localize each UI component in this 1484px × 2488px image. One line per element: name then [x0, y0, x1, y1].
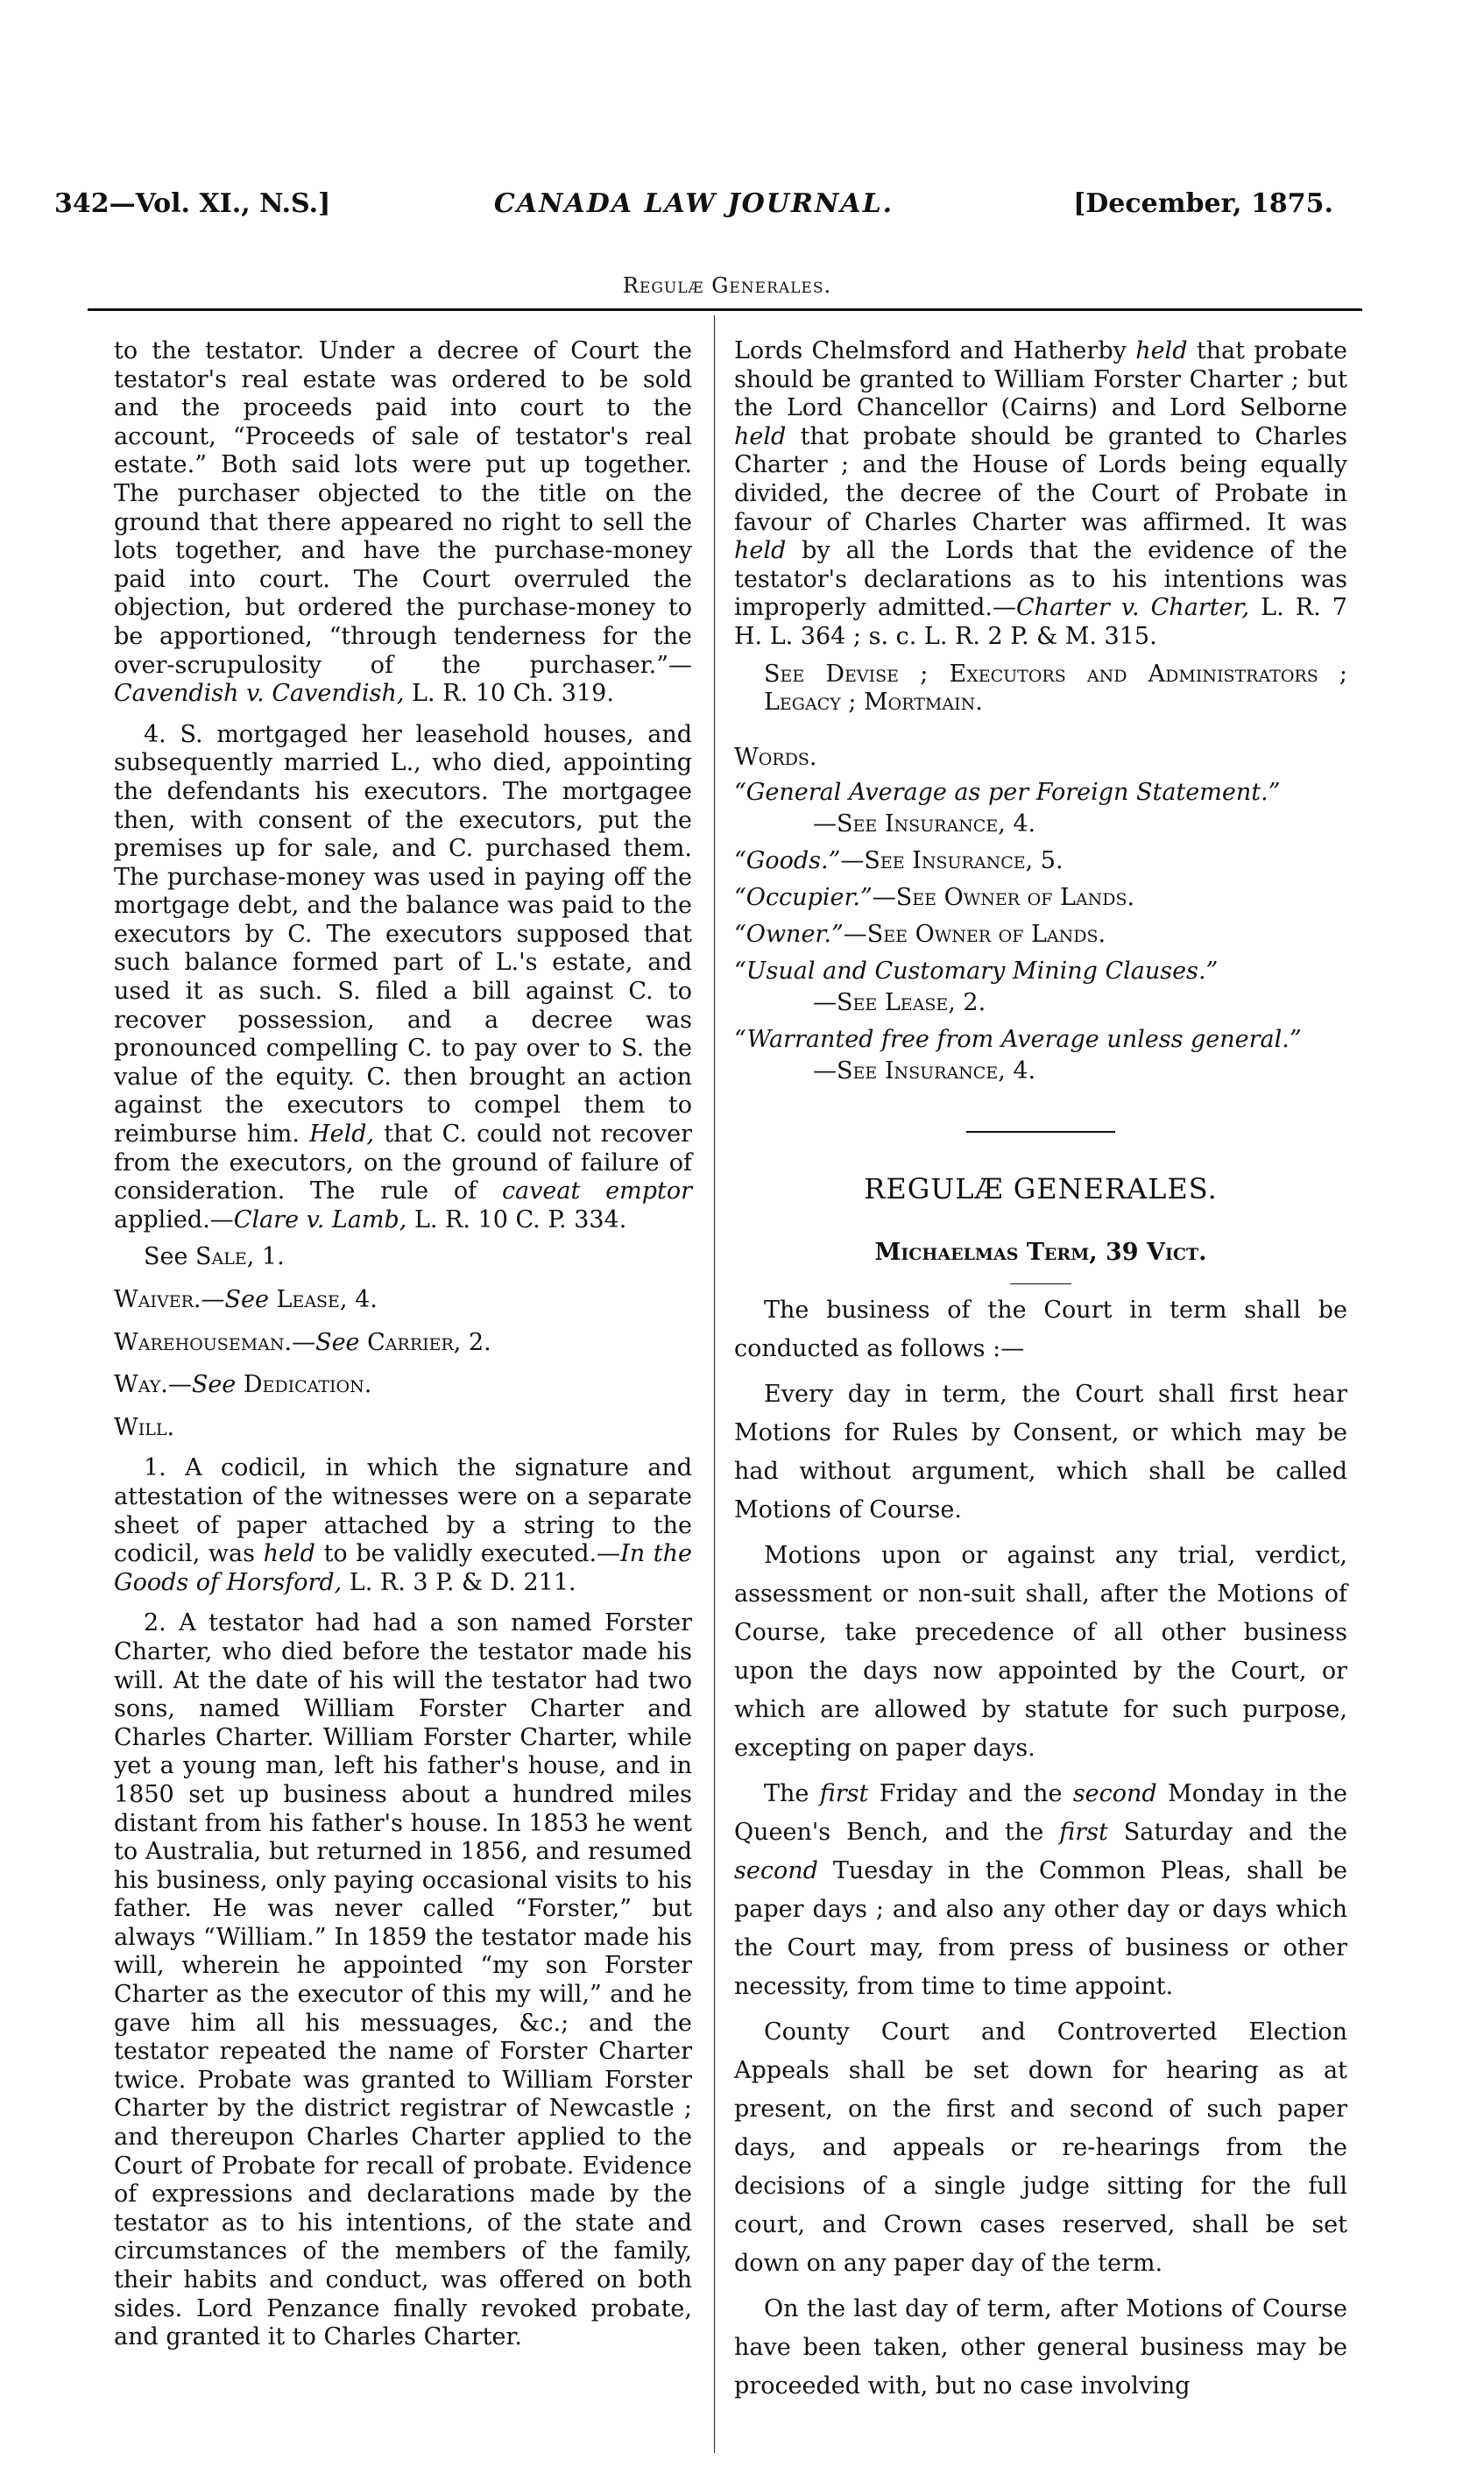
- rule-paragraph: County Court and Controverted Election Appeals shall be set down for hearing as at present, on the first and second of such paper days, and appeals or re-hearings from the decisions of a single judge sitting for the full court, and Crown cases reserved, shall be set down on any paper day of the term.: [734, 2018, 1347, 2277]
- rule-paragraph: The first Friday and the second Monday in the Queen's Bench, and the first Saturday and the second Tuesday in the Common Pleas, shall be paper days ; and also any other day or days which the Court may, from press of business or other necessity, from time to time appoint.: [734, 1779, 1348, 2000]
- case-name: In the Goods of Horsford,: [114, 1540, 692, 1596]
- regulae-title: REGULÆ GENERALES.: [864, 1172, 1218, 1206]
- term-heading: Michaelmas Term, 39 Vict.: [874, 1238, 1207, 1266]
- case-name: Charter v. Charter,: [1016, 594, 1250, 622]
- word-item: “Goods.”—See Insurance, 5.: [734, 847, 1064, 875]
- rule-paragraph: Every day in term, the Court shall first hear Motions for Rules by Consent, or which may be had without argument, which shall be called Motions of Course.: [734, 1380, 1347, 1523]
- case-name: Cavendish v. Cavendish,: [114, 680, 405, 708]
- page-volume: 342—Vol. XI., N.S.]: [54, 188, 331, 219]
- case-name: Clare v. Lamb,: [233, 1205, 407, 1233]
- rule-paragraph: The business of the Court in term shall be conducted as follows :—: [734, 1296, 1347, 1362]
- word-item: “Owner.”—See Owner of Lands.: [734, 921, 1106, 949]
- cross-reference: See Devise ; Executors and Administrators ; Legacy ; Mortmain.: [764, 660, 1347, 717]
- issue-date: [December, 1875.: [1073, 188, 1333, 219]
- will-paragraph-1: 1. A codicil, in which the signature and attestation of the witnesses were on a separate sheet of paper attached by a string to the codicil, was held to be validly executed.—In the Goods of Horsford, L. R. 3 P. & D. 211.: [114, 1454, 692, 1596]
- entry-waiver: Waiver.—See Lease, 4.: [114, 1286, 378, 1313]
- cross-reference: See Sale, 1.: [144, 1243, 285, 1271]
- rule-paragraph: Motions upon or against any trial, verdict, assessment or non-suit shall, after the Motions of Course, take precedence of all other business upon the days now appointed by the Court, or which are allowed by statute for such purpose, excepting on paper days.: [734, 1541, 1347, 1762]
- will-paragraph-2: 2. A testator had had a son named Forster Charter, who died before the testator made his will. At the date of his will the testator had two sons, named William Forster Charter and Charles Charter. William Forster Charter, while yet a young man, left his father's house, and in 1850 set up business about a hundred miles distant from his father's house. In 1853 he went to Australia, but returned in 1856, and resumed his business, only paying occasional visits to his father. He was never called “Forster,” but always “William.” In 1859 the testator made his will, wherein he appointed “my son Forster Charter as the executor of this my will,” and he gave him all his messuages, &c.; and the testator repeated the name of Forster Charter twice. Probate was granted to William Forster Charter by the district registrar of Newcastle ; and thereupon Charles Charter applied to the Court of Probate for recall of probate. Evidence of expressions and declarations made by the testator as to his intentions, of the state and circumstances of the members of the family, their habits and conduct, was offered on both sides. Lord Penzance finally revoked probate, and granted it to Charles Charter.: [114, 1609, 692, 2351]
- entry-will: Will.: [114, 1413, 175, 1441]
- running-header: [54, 188, 1333, 223]
- word-item: “Occupier.”—See Owner of Lands.: [734, 884, 1135, 912]
- paragraph-cavendish: to the testator. Under a decree of Court the testator's real estate was ordered to be sold and the proceeds paid into court to the account, “Proceeds of sale of testator's real estate.” Both said lots were put up together. The purchaser objected to the title on the ground that there appeared no right to sell the lots together, and have the purchase-money paid into court. The Court overruled the objection, but ordered the purchase-money to be apportioned, “through tenderness for the over-scrupulosity of the purchaser.”—Cavendish v. Cavendish, L. R. 10 Ch. 319.: [114, 337, 692, 708]
- entry-warehouseman: Warehouseman.—See Carrier, 2.: [114, 1328, 491, 1356]
- journal-title: CANADA LAW JOURNAL.: [493, 188, 894, 219]
- word-item: “General Average as per Foreign Statement.” —See Insurance, 4.: [734, 779, 1281, 838]
- paragraph-charter: Lords Chelmsford and Hatherby held that probate should be granted to William Forster Charter ; but the Lord Chancellor (Cairns) and Lord Selborne held that probate should be granted to Charles Charter ; and the House of Lords being equally divided, the decree of the Court of Probate in favour of Charles Charter was affirmed. It was held by all the Lords that the evidence of the testator's declarations as to his intentions was improperly admitted.—Charter v. Charter, L. R. 7 H. L. 364 ; s. c. L. R. 2 P. & M. 315.: [734, 337, 1347, 650]
- entry-way: Way.—See Dedication.: [114, 1371, 372, 1399]
- left-column: [114, 337, 692, 2352]
- header-rule: [88, 308, 1362, 311]
- right-column: [734, 337, 1347, 2406]
- term-divider: [1010, 1283, 1071, 1284]
- word-item: “Warranted free from Average unless general.” —See Insurance, 4.: [734, 1026, 1302, 1085]
- section-divider: [966, 1131, 1115, 1133]
- word-item: “Usual and Customary Mining Clauses.” —See Lease, 2.: [734, 958, 1219, 1017]
- paragraph-clare-lamb: 4. S. mortgaged her leasehold houses, and subsequently married L., who died, appointing the defendants his executors. The mortgagee then, with consent of the executors, put the premises up for sale, and C. purchased them. The purchase-money was used in paying off the mortgage debt, and the balance was paid to the executors by C. The executors supposed that such balance formed part of L.'s estate, and used it as such. S. filed a bill against C. to recover possession, and a decree was pronounced compelling C. to pay over to S. the value of the equity. C. then brought an action against the executors to compel them to reimburse him. Held, that C. could not recover from the executors, on the ground of failure of consideration. The rule of caveat emptor applied.—Clare v. Lamb, L. R. 10 C. P. 334.: [114, 720, 693, 1233]
- rule-paragraph: On the last day of term, after Motions of Course have been taken, other general business may be proceeded with, but no case involving: [734, 2294, 1347, 2400]
- column-divider: [714, 315, 715, 2453]
- regulae-body: [734, 1291, 1347, 2406]
- section-title: Regulæ Generales.: [622, 273, 832, 298]
- entry-words: Words.: [734, 743, 817, 771]
